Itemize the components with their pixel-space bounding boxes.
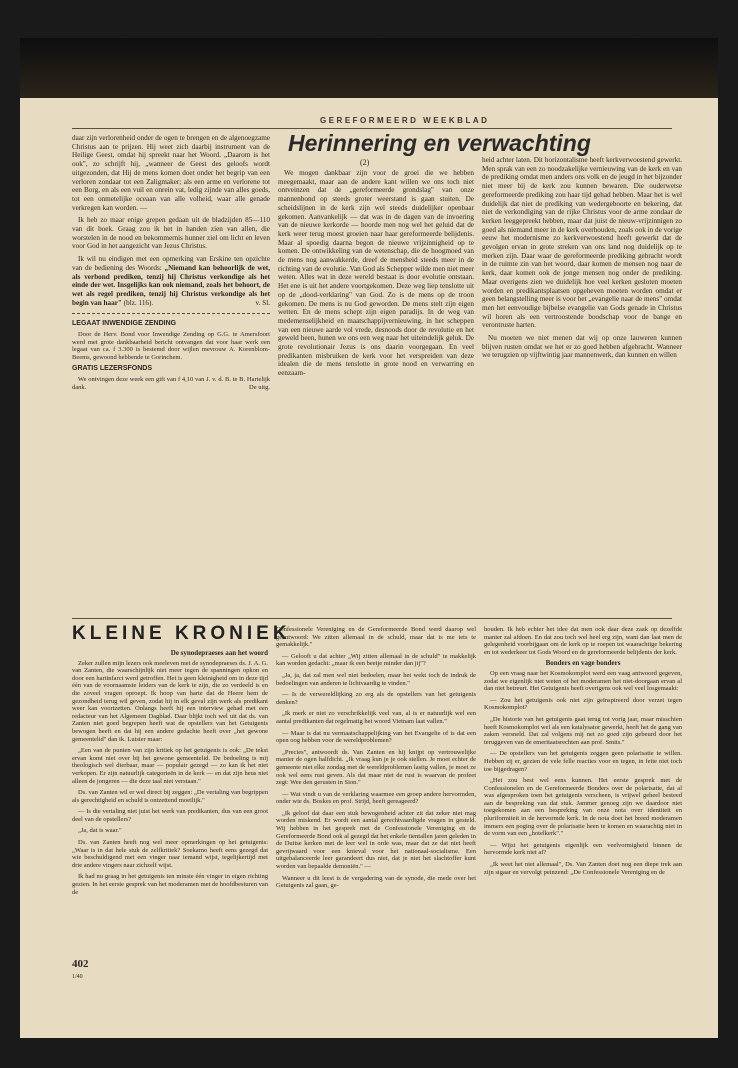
paragraph: Op een vraag naar het Kosmokomplot werd een vaag antwoord gegeven, zodat we eigenlijk niet weten of het moderamen het niet-doorgaan ervan al dan niet betreurt. Het Getuigenis heeft overigens ook wel veel losgemaakt: — [484, 669, 682, 693]
legaat-heading: LEGAAT INWENDIGE ZENDING — [72, 320, 177, 328]
header-rule — [72, 128, 672, 129]
paragraph: heid achter laten. Dit horizontalisme heeft kerkverwoestend gewerkt. Men sprak van een zo noodzakelijke vernieuwing van de kerk en van de prediking omdat men anders ons volk en de jeugd in het bijzonder niet meer bij de kerk zou kunnen bewaren. Die ouderwetse gereformeerde prediking zou haar tijd gehad hebben. Maar het is wel duidelijk dat niet de prediking van wedergeboorte en bekering, dat niet de verkondiging van de rijke Christus voor de arme zondaar de kerken leeggepreekt hebben, maar dat juist de nieuw-vrijzinnigen zo goed als niemand meer in de kerk overhouden, zoals ook in de vorige eeuw het modernisme zo kerkverwoestend heeft gewerkt dat de gevolgen ervan in grote streken van ons land nog duidelijk op te merken zijn. Daar waar de gereformeerde prediking gebracht wordt in de ruimte zin van het woord, daar komen de mensen nog naar de kerk, daar komen ook de jonge mensen nog onder de prediking. Maar overigens zien we duidelijk hoe veel kerken gesloten moeten worden en predikantsplaatsen opgeheven moeten worden omdat er geen belangstelling meer is voor het „evangelie naar de mens" omdat men het eenvoudige bijbelse evangelie van Gods genade in Christus wil horen als een vertroostende boodschap voor de bange en verontruste harten. — [482, 156, 682, 330]
paragraph: — Is de verwereldlijking zo erg als de opstellers van het getuigenis denken? — [276, 691, 476, 706]
middle-column — [278, 169, 474, 614]
signature: v. Sl. — [255, 298, 270, 307]
paragraph: houden. Ik heb echter het idee dat men ook daar deze zaak op dezelfde manier zal afdoen. En dat zou toch wel heel erg zijn, want dan laat men de gelegenheid voorbijgaan om de kerk op te roepen tot waarachtige bekering en tot wederkeer tot Gods Woord en de gereformeerde belijdenis der kerk. — [484, 626, 682, 656]
fonds-text: We ontvingen deze week een gift van f 4,10 van J. v. d. B. te B. Hartelijk dank. De uitg. — [72, 376, 270, 391]
kroniek-col-1 — [72, 648, 268, 1038]
newspaper-page — [20, 38, 718, 1038]
paragraph: daar zijn verlorenheid onder de ogen te brengen en de algenoegzame Christus aan te prijzen. Hij weet zich daarbij instrument van de Heilige Geest, omdat hij spreekt naar het Woord. „Daarom is het ook", zo schrijft hij, „wanneer de Geest des geloofs wordt uitgezonden, dat Hij de mens komen doet onder het begrip van een verloren zondaar tot een Zaligmaker; als een arme en verlorene tot een Borg, en als een vuil en onrein vat, ledig zijnde van alles goeds, tot een onmetelijke oceaan van alle volheid, waar alle genade verkregen kan worden. — — [72, 134, 270, 212]
page-code: 1/40 — [72, 974, 83, 980]
left-column — [72, 134, 270, 614]
article-part: (2) — [360, 158, 370, 167]
fonds-heading: GRATIS LEZERSFONDS — [72, 365, 152, 373]
kroniek-col-2 — [276, 626, 476, 1038]
paragraph: Ds. van Zanten heeft nog wel meer opmerkingen op het getuigenis: „Waar is in dat hele stuk de zelfkritiek? Soekarno heeft eens gezegd dat wie beschuldigend met een vinger naar iemand wijst, tegelijkertijd met drie andere vingers naar zichzelf wijst. — [72, 839, 268, 869]
paragraph: Confessionele Vereniging en de Gereformeerde Bond werd daarop wel geantwoord: We zitten allemaal in de schuld, maar dat is me iets te gemakkelijk." — [276, 626, 476, 649]
paragraph: Zeker zullen mijn lezers ook meeleven met de synodepraeses ds. J. A. G. van Zanten, die waarschijnlijk niet meer tegen de spanningen opkon en door een hartinfarct werd getroffen. Het is geen kleinigheid om in deze tijd één van de voornaamste leiders van de kerk te zijn, die zo verdeeld is en die zoveel vragen oproept. Ik hoop van harte dat de Heere hem de gezondheid terug wil geven, zodat hij in elk geval zijn werk als predikant weer kan voortzetten. Onlangs heeft hij een interview gehad met een redacteur van het Algemeen Dagblad. Daar blijkt toch wel uit dat ds. van Zanten niet goed begrepen heeft wat de opstellers van het Getuigenis bewogen heeft en dat hij een andere gedachte heeft over „het gewone gemeentelid" dan ik. Luister maar: — [72, 659, 268, 743]
kroniek-col-3 — [484, 626, 682, 1038]
page-number: 402 — [72, 958, 89, 970]
erskine-quote: „Niemand kan behoorlijk de wet, als verbond prediken, tenzij hij Christus verkondige als het einde der wet. Insgelijks kan ook niemand, zoals het behoort, de wet als regel prediken, tenzij hij Christus verkondige als het begin van haar" — [72, 263, 270, 307]
kroniek-subheading-2: Bonders en vage bonders — [545, 659, 621, 668]
scan-border — [20, 38, 718, 98]
paragraph: Ik had nu graag in het getuigenis ten minste één vinger in eigen richting gezien. In het eerste gesprek van het moderamen met de hoofdbesturen van de — [72, 873, 268, 896]
article-title: Herinnering en verwachting — [288, 130, 591, 156]
separator — [72, 313, 270, 314]
paragraph: — Wat vindt u van de verklaring waarmee een groep andere hervormden, onder wie ds. Boskes en prof. Strijd, heeft gereageerd? — [276, 790, 476, 806]
paragraph: — Wijst het getuigenis eigenlijk een veelvormigheid binnen de hervormde kerk niet af? — [484, 841, 682, 857]
paragraph: Ik wil nu eindigen met een opmerking van Erskine ten opzichte van de bediening des Woords: „Niemand kan behoorlijk de wet, als verbond prediken, tenzij hij Christus verkondige als het einde der wet. Insgelijks kan ook niemand, zoals het behoort, de wet als regel prediken, tenzij hij Christus verkondige als het begin van haar" (blz. 116). v. Sl. — [72, 255, 270, 307]
paragraph: „Precies", antwoordt ds. Van Zanten en hij knijpt op vertrouwelijke manier de ogen halfdicht. „Ik vraag kun je je ook stellen. Je moet echter de gemeente niet elke zondag met de wereldproblemen lastig vallen, je moet ze ook wel eens rust geven. Als dat maar niet de rust is waarvan de profeet zegt: Wee den gerusten in Sion." — [276, 748, 476, 787]
paragraph: „Ik weet het niet allemaal", Ds. Van Zanten doet nog een diepe trek aan zijn sigaar en vervolgt peinzend: „De Confessionele Vereniging en de — [484, 861, 682, 876]
section-rule — [72, 618, 672, 619]
paragraph: „De historie van het getuigenis gaat terug tot vorig jaar, maar misschien heeft Kosmokomplot wel als een katalysator gewerkt, heeft het de gang van zaken versneld. Dat zal volgens mij net zo goed zijn gebeurd door het teruggeven van de emeritaatsrechten aan prof. Smits." — [484, 715, 682, 746]
paragraph: — Gelooft u dat achter „Wij zitten allemaal in de schuld" te makkelijk kan worden gedacht: „maar ik een beetje minder dan jij"? — [276, 652, 476, 668]
kroniek-subheading: De synodepraeses aan het woord — [170, 649, 268, 657]
paragraph: — De opstellers van het getuigenis zeggen geen polarisatie te willen. Hebben zij er, gezien de vele felle reacties voor en tegen, in feite niet toch toe bijgedragen? — [484, 750, 682, 773]
kroniek-title: KLEINE KRONIEK — [72, 623, 291, 644]
legaat-text: Door de Herv. Bond voor Inwendige Zending op G.G. te Amersfoort werd met grote dankbaarheid bericht ontvangen dat voor haar werk een legaat van ca. f 3.300 is bestemd door wijlen mevrouw A. Korenblom-Beems, gewoond hebbende te Gorinchem. — [72, 331, 270, 361]
paragraph: — Maar is dat nu vermaatschappelijking van het Evangelie of is dat een open oog hebben voor de wereldproblemen? — [276, 729, 476, 745]
paragraph: — Zou het getuigenis ook niet zijn geïnspireerd door verzet tegen Kosmokomplot? — [484, 696, 682, 712]
paragraph: „Ja, ja, dat zal men wel niet bedoelen, maar het wekt toch de indruk de bedoelingen van anderen te lichtvaardig te vinden." — [276, 671, 476, 687]
paragraph: „Het zou best wel eens kunnen. Het eerste gesprek met de Confessionelen en de Gereformeerde Bonders over de polarisatie, dat al was afgesproken toen het getuigenis verscheen, is vrijwel geheel besteed aan de bespreking van dat stuk. Jammer genoeg zijn we daardoor niet toegekomen aan een bespreking van onze nota over identiteit en pluriformiteit in de hervormde kerk. In de nota doet het breed moderamen immers een poging over de polarisatie heen te komen en waarachtig niet in de vorm van een „hotelkerk"." — [484, 777, 682, 838]
paragraph: „Ik merk er niet zo verschrikkelijk veel van, al is er natuurlijk wel een aantal predikanten dat regelmatig het woord Vietnam laat vallen." — [276, 710, 476, 725]
paragraph: Nu moeten we niet menen dat wij op onze lauweren kunnen blijven rusten omdat we het er zo goed hebben afgebracht. Wanneer we terugzien op vijftwintig jaar mannenwerk, dan kunnen en willen — [482, 334, 682, 360]
paragraph: — Is die vertaling niet juist het werk van predikanten, dus van een groot deel van de opstellers? — [72, 808, 268, 823]
paragraph: Wanneer u dit leest is de vergadering van de synode, die mede over het Getuigenis zal gaan, ge- — [276, 874, 476, 890]
running-head: GEREFORMEERD WEEKBLAD — [320, 116, 490, 125]
quote-ref: (blz. 116). — [123, 298, 154, 307]
paragraph: Ds. van Zanten wil er wel direct bij zeggen: „De vertaling van begrippen als gerechtigheid en schuld is ontzettend moeilijk." — [72, 789, 268, 804]
paragraph: We mogen dankbaar zijn voor de groei die we hebben meegemaakt, maar aan de andere kant willen we ons toch niet ontveinzen dat de „gereformeerde grondslag" van onze mannenbond op steeds groter weerstand is gaan stuiten. De scheidslijnen in de kerk zijn wel steeds duidelijker openbaar gekomen. Aanvankelijk — dat was in de dagen van de invoering van de nieuwe kerkorde — hoorde men nog wel het geluid dat de kerk weer terug moest groeien naar haar gereformeerde belijdenis. Maar al spoedig daarna begon de nieuwe vrijzinnigheid op te komen. De ontwikkeling van de wetenschap, die de hoogmoed van de mens nog aanwakkerde, dreef de mensheid steeds meer in de richting van de evolutie. Van God als Schepper wilde men niet meer weten. Alles wat in deze wereld bestaat is door evolutie ontstaan. Het ene is uit het andere voortgekomen. Deze weg liep tenslotte uit op de „dood-verklaring" van God. Zo is de mens op de troon gekomen. De mens is nu God geworden. De mens stelt zijn eigen wetten. En de mens schept zijn eigen paradijs. In de weg van medemenselijkheid en maatschappijvernieuwing, in het scheppen van een nieuwe aarde vol vrede, desnoods door de revolutie en het geweld heen, hunen we ons een weg naar het uiteindelijk geluk. De grote revolutionair Jezus is ons daarin voorgegaan. En veel predikanten misbruiken de kerk voor het verspreiden van deze idealen die de mens tenslotte in grote nood en verwarring en eenzaam- — [278, 169, 474, 378]
paragraph: „Ik geloof dat daar een stuk bewogenheid achter zit dat zeker niet mag worden miskend. Er wordt een aantal gerechtvaardigde vragen in gesteld. Wij hebben in het gesprek met de Confessionele Vereniging en de Gereformeerde Bond ook al gezegd dat het enkele tientallen jaren geleden in de Duitse kerken met de leer wel in orde was, maar dat ze dat niet heeft gevrijwaard voor een knieval voor het nationaal-socialisme. Een uitgebalanceerde leer garandeert dus niet, dat je niet het slachtoffer kunt worden van bepaalde demoniën." — — [276, 809, 476, 871]
paragraph: „Ja, dat is waar." — [78, 827, 122, 835]
paragraph: Ik heb zo maar enige grepen gedaan uit de bladzijden 85—110 van dit boek. Graag zou ik het in handen zien van allen, die worstelen in de nood en bekommernis hunner ziel om licht en leven voor God in het aangezicht van Jezus Christus. — [72, 216, 270, 251]
paragraph: „Een van de punten van zijn kritiek op het getuigenis is ook: „De tekst ervan komt niet over bij het gewone gemeentelid. De bedoeling is mij theologisch wel dierbaar, maar — populair gezegd — zo kan ik het niet verkopen. Er zijn natuurlijk categorieën in de kerk — en dat zijn heus niet alleen de jongeren — die deze taal niet verstaan." — [72, 747, 268, 785]
right-column — [482, 156, 682, 614]
